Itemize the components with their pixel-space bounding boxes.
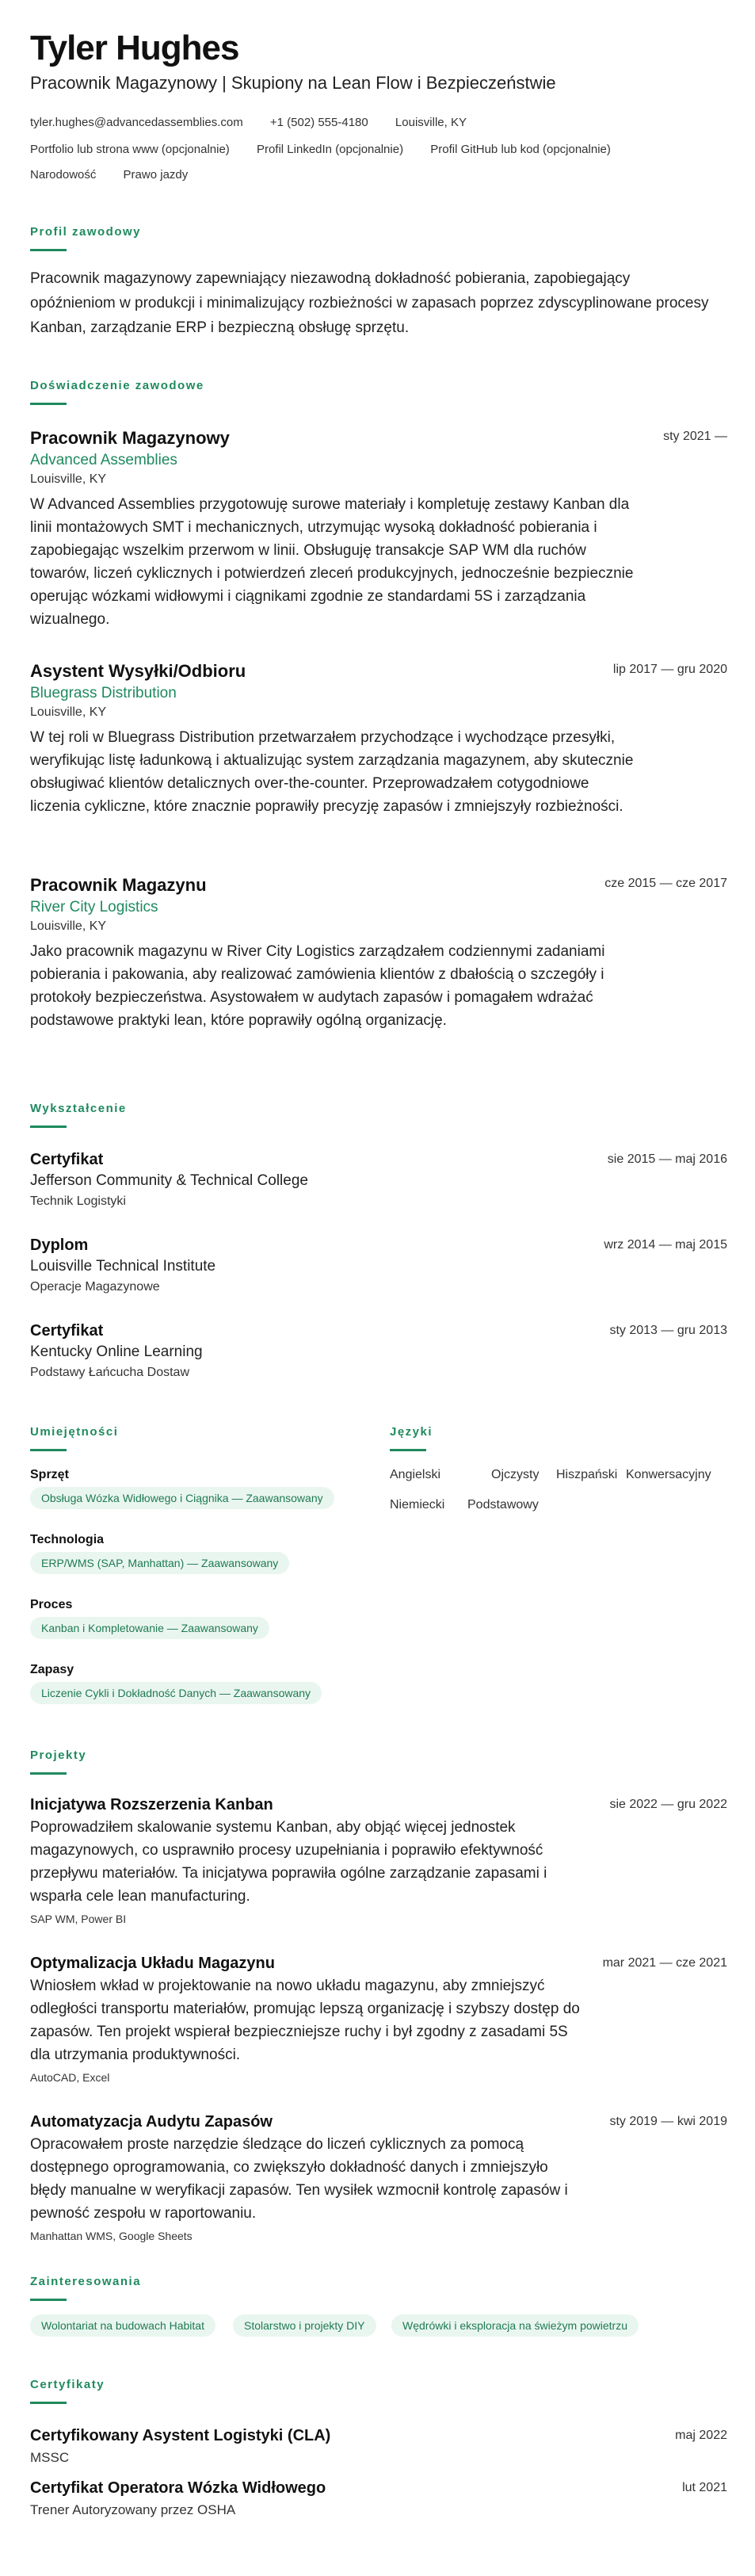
project-tech: SAP WM, Power BI: [30, 1913, 127, 1925]
headline: Pracownik Magazynowy | Skupiony na Lean Flow i Bezpieczeństwie: [30, 73, 556, 93]
project-tech: AutoCAD, Excel: [30, 2071, 110, 2084]
section-rule: [30, 1449, 67, 1451]
project-description: Wniosłem wkład w projektowanie na nowo układu magazynu, aby zmniejszyć odległości transportu materiałów, promując lepszą organizację i szybszy dostęp do zapasów. Ten projekt wspierał bezpieczniejsze ruchy i był zgodny z zasadami 5S dla utrzymania produktywności.: [30, 1978, 580, 2063]
job-title: Pracownik Magazynu: [30, 875, 207, 895]
section-rule: [390, 1449, 426, 1451]
project-entry: [30, 1955, 727, 2084]
experience-entry: [30, 875, 727, 1032]
interest-chip: Stolarstwo i projekty DIY: [233, 2314, 376, 2337]
field-of-study: Operacje Magazynowe: [30, 1280, 160, 1294]
school-name: Louisville Technical Institute: [30, 1258, 216, 1275]
project-description: Poprowadziłem skalowanie systemu Kanban, aby objąć więcej jednostek magazynowych, co usprawniło procesy uzupełniania i poprawiło efektywność przepływu materiałów. Ta inicjatywa poprawiła ogólne zarządzanie zapasami i wsparła cele lean manufacturing.: [30, 1819, 547, 1905]
project-date: sie 2022 — gru 2022: [609, 1798, 727, 1811]
personal-row: [30, 168, 212, 182]
section-rule: [30, 2402, 67, 2404]
certificate-entry: [30, 2427, 727, 2466]
phone-link[interactable]: +1 (502) 555-4180: [269, 116, 368, 129]
school-name: Kentucky Online Learning: [30, 1343, 203, 1360]
portfolio-link[interactable]: Portfolio lub strona www (opcjonalnie): [30, 143, 230, 156]
project-tech: Manhattan WMS, Google Sheets: [30, 2230, 193, 2242]
language-level: Konwersacyjny: [626, 1468, 711, 1481]
certificate-date: maj 2022: [675, 2429, 727, 2442]
nationality-text: Narodowość: [30, 168, 97, 182]
interest-chip: Wędrówki i eksploracja na świeżym powietrzu: [391, 2314, 639, 2337]
job-location: Louisville, KY: [30, 472, 107, 486]
job-title: Pracownik Magazynowy: [30, 428, 230, 448]
section-title-interests: Zainteresowania: [30, 2275, 142, 2288]
degree-title: Certyfikat: [30, 1151, 104, 1168]
language-level: Ojczysty: [491, 1468, 540, 1481]
language-name: Niemiecki: [390, 1498, 445, 1512]
section-title-certificates: Certyfikaty: [30, 2378, 105, 2391]
section-title-education: Wykształcenie: [30, 1102, 127, 1115]
job-date: lip 2017 — gru 2020: [612, 663, 727, 676]
skill-chip: Obsługa Wózka Widłowego i Ciągnika — Zaawansowany: [30, 1487, 334, 1509]
job-description: W Advanced Assemblies przygotowuję surowe materiały i kompletuję zestawy Kanban dla linii montażowych SMT i mechanicznych, utrzymując wysoką dokładność pobierania i zapobiegając wszelkim przerwom w linii. Obsługuję transakcje SAP WM dla ruchów towarów, liczeń cyklicznych i potwierdzeń zleceń produkcyjnych, jednocześnie bezpiecznie operując wózkami widłowymi i ciągnikami zgodnie ze standardami 5S i zarządzania wizualnego.: [30, 496, 634, 628]
job-title: Asystent Wysyłki/Odbioru: [30, 661, 246, 681]
contact-row: [30, 116, 490, 129]
license-text: Prawo jazdy: [123, 168, 189, 182]
language-level: Podstawowy: [467, 1498, 539, 1512]
education-date: wrz 2014 — maj 2015: [604, 1238, 727, 1252]
field-of-study: Technik Logistyki: [30, 1194, 126, 1208]
project-title: Automatyzacja Audytu Zapasów: [30, 2113, 273, 2131]
job-date: cze 2015 — cze 2017: [604, 877, 727, 890]
certificate-date: lut 2021: [682, 2481, 727, 2494]
links-row: [30, 143, 635, 156]
education-date: sie 2015 — maj 2016: [607, 1152, 727, 1166]
section-title-profile: Profil zawodowy: [30, 225, 142, 239]
certificate-issuer: Trener Autoryzowany przez OSHA: [30, 2502, 236, 2517]
project-description: Opracowałem proste narzędzie śledzące do liczeń cyklicznych za pomocą dostępnego oprogramowania, co zwiększyło dokładność danych i zmniejszyło błędy manualne w weryfikacji zapasów. Ten wysiłek wzmocnił kontrolę zapasów i pewność zespołu w raportowaniu.: [30, 2136, 568, 2222]
skill-category: Zapasy: [30, 1663, 74, 1676]
github-link[interactable]: Profil GitHub lub kod (opcjonalnie): [430, 143, 611, 156]
project-title: Optymalizacja Układu Magazynu: [30, 1955, 275, 1972]
email-link[interactable]: tyler.hughes@advancedassemblies.com: [30, 116, 243, 129]
section-title-languages: Języki: [390, 1425, 433, 1439]
project-entry: [30, 1796, 727, 1925]
experience-entry: [30, 428, 727, 631]
company-name: Bluegrass Distribution: [30, 685, 177, 701]
education-entry: [30, 1151, 727, 1209]
field-of-study: Podstawy Łańcucha Dostaw: [30, 1366, 189, 1379]
certificate-title: Certyfikowany Asystent Logistyki (CLA): [30, 2427, 331, 2444]
company-name: River City Logistics: [30, 899, 158, 915]
school-name: Jefferson Community & Technical College: [30, 1172, 308, 1189]
project-title: Inicjatywa Rozszerzenia Kanban: [30, 1796, 273, 1814]
skill-chip: Liczenie Cykli i Dokładność Danych — Zaawansowany: [30, 1682, 322, 1704]
skill-chip: ERP/WMS (SAP, Manhattan) — Zaawansowany: [30, 1552, 289, 1574]
job-description: W tej roli w Bluegrass Distribution przetwarzałem przychodzące i wychodzące przesyłki, weryfikując listę ładunkową i aktualizując system zarządzania magazynem, aby skutecznie obsługiwać klientów detalicznych over-the-counter. Przeprowadzałem cotygodniowe liczenia cykliczne, które znacznie poprawiły precyzję zapasów i zmniejszyły rozbieżności.: [30, 729, 634, 815]
project-date: sty 2019 — kwi 2019: [609, 2115, 727, 2128]
degree-title: Certyfikat: [30, 1322, 104, 1340]
degree-title: Dyplom: [30, 1236, 89, 1254]
skill-category: Sprzęt: [30, 1468, 69, 1481]
certificate-issuer: MSSC: [30, 2450, 70, 2465]
project-date: mar 2021 — cze 2021: [602, 1956, 727, 1970]
section-rule: [30, 2299, 67, 2301]
language-name: Angielski: [390, 1468, 441, 1481]
education-entry: [30, 1322, 727, 1380]
education-date: sty 2013 — gru 2013: [609, 1324, 727, 1337]
section-rule: [30, 1126, 67, 1128]
section-title-skills: Umiejętności: [30, 1425, 119, 1439]
candidate-name: Tyler Hughes: [30, 29, 239, 67]
section-rule: [30, 403, 67, 405]
section-rule: [30, 1772, 67, 1775]
section-title-experience: Doświadczenie zawodowe: [30, 379, 204, 392]
interest-chip: Wolontariat na budowach Habitat: [30, 2314, 215, 2337]
skill-category: Proces: [30, 1598, 73, 1611]
certificate-entry: [30, 2479, 727, 2518]
job-location: Louisville, KY: [30, 705, 107, 719]
skill-category: Technologia: [30, 1533, 105, 1546]
job-description: Jako pracownik magazynu w River City Logistics zarządzałem codziennymi zadaniami pobierania i pakowania, aby realizować zamówienia klientów z dbałością o szczegóły i protokoły bezpieczeństwa. Asystowałem w audytach zapasów i pomagałem wdrażać podstawowe praktyki lean, które poprawiły ogólną organizację.: [30, 943, 605, 1029]
experience-entry: [30, 661, 727, 818]
skill-chip: Kanban i Kompletowanie — Zaawansowany: [30, 1617, 269, 1639]
education-entry: [30, 1236, 727, 1294]
job-date: sty 2021 —: [663, 430, 727, 443]
location-text: Louisville, KY: [395, 116, 467, 129]
company-name: Advanced Assemblies: [30, 452, 177, 468]
section-rule: [30, 249, 67, 251]
language-name: Hiszpański: [556, 1468, 618, 1481]
certificate-title: Certyfikat Operatora Wózka Widłowego: [30, 2479, 326, 2497]
job-location: Louisville, KY: [30, 919, 107, 933]
project-entry: [30, 2113, 727, 2242]
linkedin-link[interactable]: Profil LinkedIn (opcjonalnie): [256, 143, 404, 156]
section-title-projects: Projekty: [30, 1749, 87, 1762]
profile-summary: Pracownik magazynowy zapewniający niezawodną dokładność pobierania, zapobiegający opóźnieniom w produkcji i minimalizujący rozbieżności w zapasach poprzez zdyscyplinowane procesy Kanban, zarządzanie ERP i bezpieczną obsługę sprzętu.: [30, 270, 709, 336]
